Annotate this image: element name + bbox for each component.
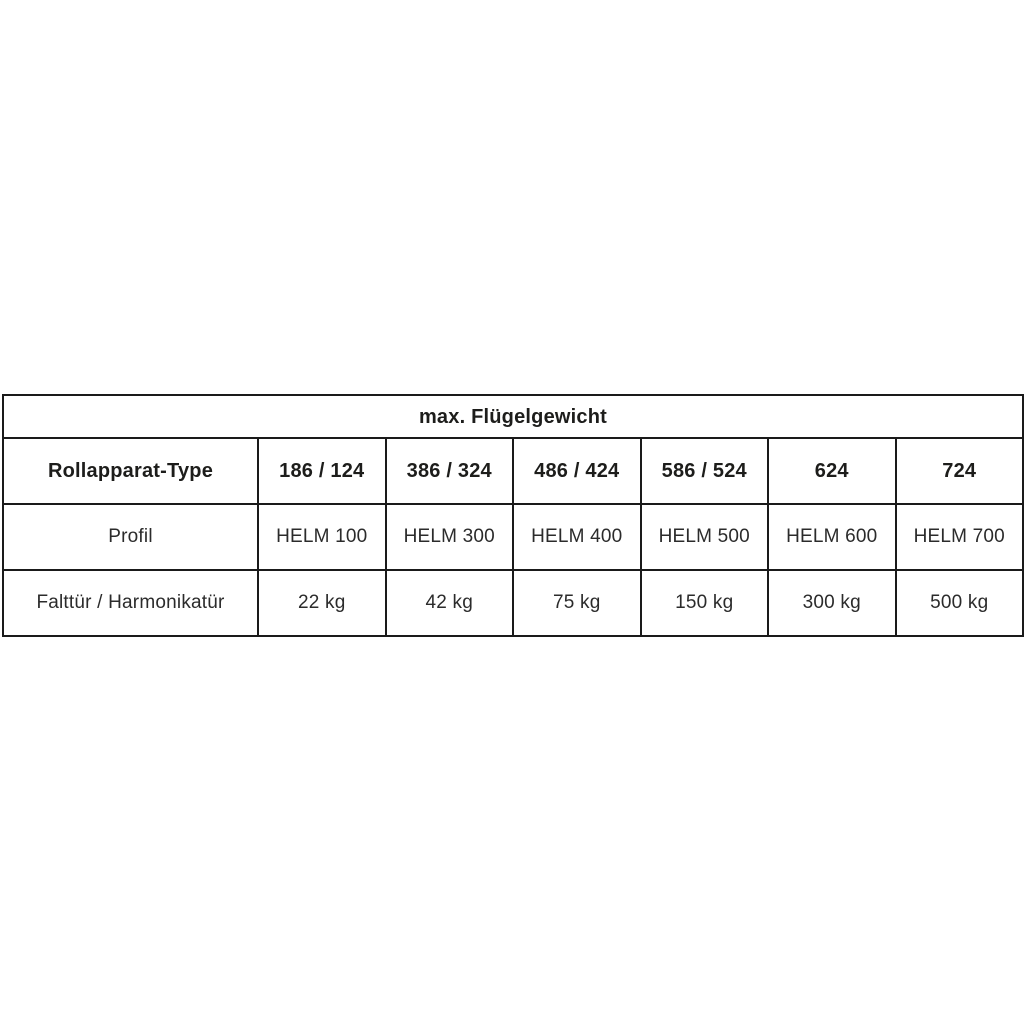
table-cell: HELM 500 xyxy=(641,504,769,570)
table-cell: HELM 300 xyxy=(386,504,514,570)
table-cell: 75 kg xyxy=(513,570,641,636)
row-label-rollapparat-type: Rollapparat-Type xyxy=(3,438,258,504)
row-label-falttuer-harmonikatuer: Falttür / Harmonikatür xyxy=(3,570,258,636)
table-cell: 724 xyxy=(896,438,1024,504)
table-cell: 300 kg xyxy=(768,570,896,636)
table-title: max. Flügelgewicht xyxy=(3,395,1023,438)
table-cell: 386 / 324 xyxy=(386,438,514,504)
table-cell: 624 xyxy=(768,438,896,504)
table-cell: 586 / 524 xyxy=(641,438,769,504)
table-cell: 186 / 124 xyxy=(258,438,386,504)
table-cell: HELM 700 xyxy=(896,504,1024,570)
table-cell: 500 kg xyxy=(896,570,1024,636)
row-label-profil: Profil xyxy=(3,504,258,570)
table-cell: HELM 100 xyxy=(258,504,386,570)
table-cell: 22 kg xyxy=(258,570,386,636)
table-cell: HELM 600 xyxy=(768,504,896,570)
table-row-profil xyxy=(3,504,1023,570)
table-row-rollapparat-type xyxy=(3,438,1023,504)
table-cell: HELM 400 xyxy=(513,504,641,570)
table-row-falttuer-harmonikatuer xyxy=(3,570,1023,636)
max-fluegelgewicht-table xyxy=(2,394,1024,637)
table-header-row xyxy=(3,395,1023,438)
table-cell: 42 kg xyxy=(386,570,514,636)
table-cell: 486 / 424 xyxy=(513,438,641,504)
table-cell: 150 kg xyxy=(641,570,769,636)
